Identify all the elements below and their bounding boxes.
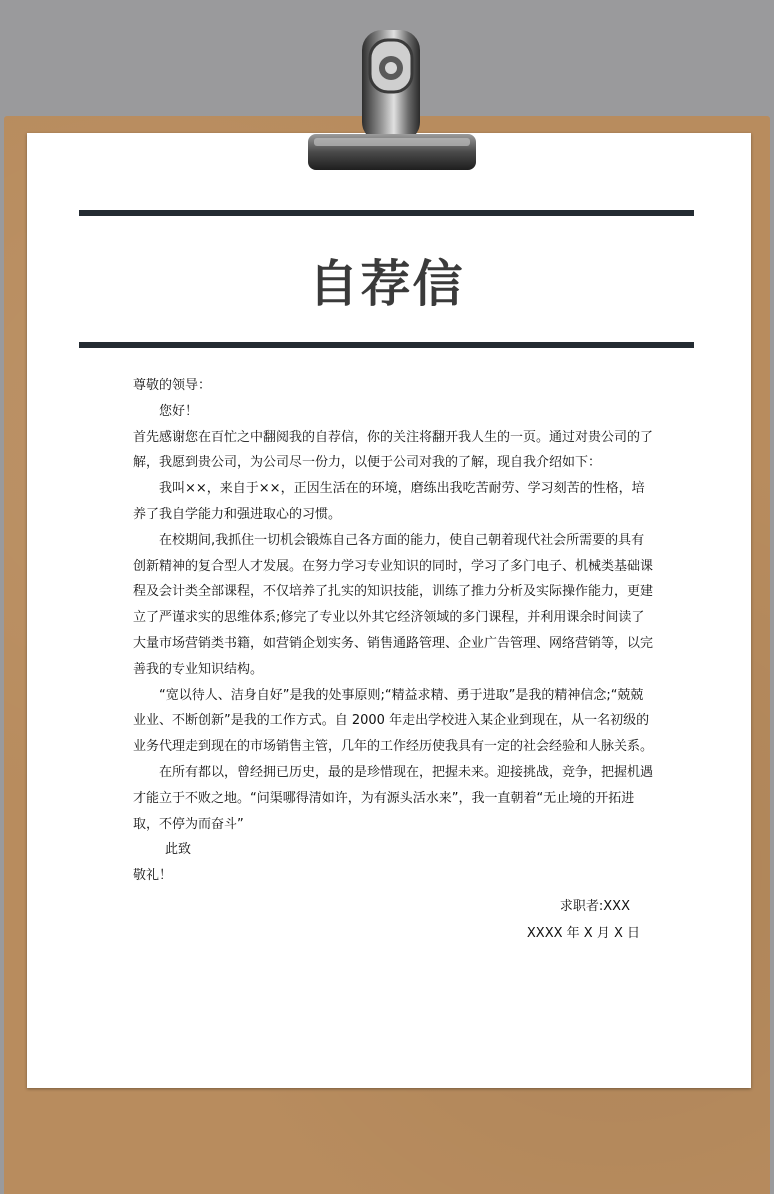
paragraph-school: 在校期间,我抓住一切机会锻炼自己各方面的能力，使自己朝着现代社会所需要的具有创新精神的复合型人才发展。在努力学习专业知识的同时，学习了多门电子、机械类基础课程及会计类全部课程，不仅培养了扎实的知识技能，训练了推力分析及实际操作能力，更建立了严谨求实的思维体系;修完了专业以外其它经济领域的多门课程，并利用课余时间读了大量市场营销类书籍，如营销企划实务、销售通路管理、企业广告管理、网络营销等，以完善我的专业知识结构。 <box>133 532 654 677</box>
page-title: 自荐信 <box>308 255 465 313</box>
date: XXXX 年 X 月 X 日 <box>526 926 640 941</box>
paragraph-intro: 首先感谢您在百忙之中翻阅我的自荐信，你的关注将翻开我人生的一页。通过对贵公司的了解，我愿到贵公司，为公司尽一份力，以便于公司对我的了解，现自我介绍如下： <box>133 429 654 471</box>
closing-regards: 此致 <box>165 842 192 858</box>
paragraph-self: 我叫××，来自于××，正因生活在的环境，磨练出我吃苦耐劳、学习刻苦的性格，培养了我自学能力和强进取心的习惯。 <box>133 481 645 522</box>
paragraph-principles: “宽以待人、洁身自好”是我的处事原则;“精益求精、勇于进取”是我的精神信念;“兢兢业业、不断创新”是我的工作方式。自 2000 年走出学校进入某企业到现在，从一名初级的业务代理走到现在的市场销售主管，几年的工作经历使我具有一定的社会经验和人脉关系。 <box>133 687 654 755</box>
bottom-divider <box>79 342 694 348</box>
binder-clip-icon <box>300 26 480 176</box>
signature: 求职者:XXX <box>559 899 630 914</box>
greeting: 您好！ <box>159 403 199 419</box>
closing-salute: 敬礼！ <box>133 868 173 884</box>
paragraph-future: 在所有都以，曾经拥已历史，最的是珍惜现在，把握未来。迎接挑战，竞争，把握机遇才能立于不败之地。“问渠哪得清如许，为有源头活水来”，我一直朝着“无止境的开拓进取，不停为而奋斗” <box>133 764 654 832</box>
salutation: 尊敬的领导： <box>133 378 212 393</box>
top-divider <box>79 210 694 216</box>
letter-body <box>133 373 653 889</box>
